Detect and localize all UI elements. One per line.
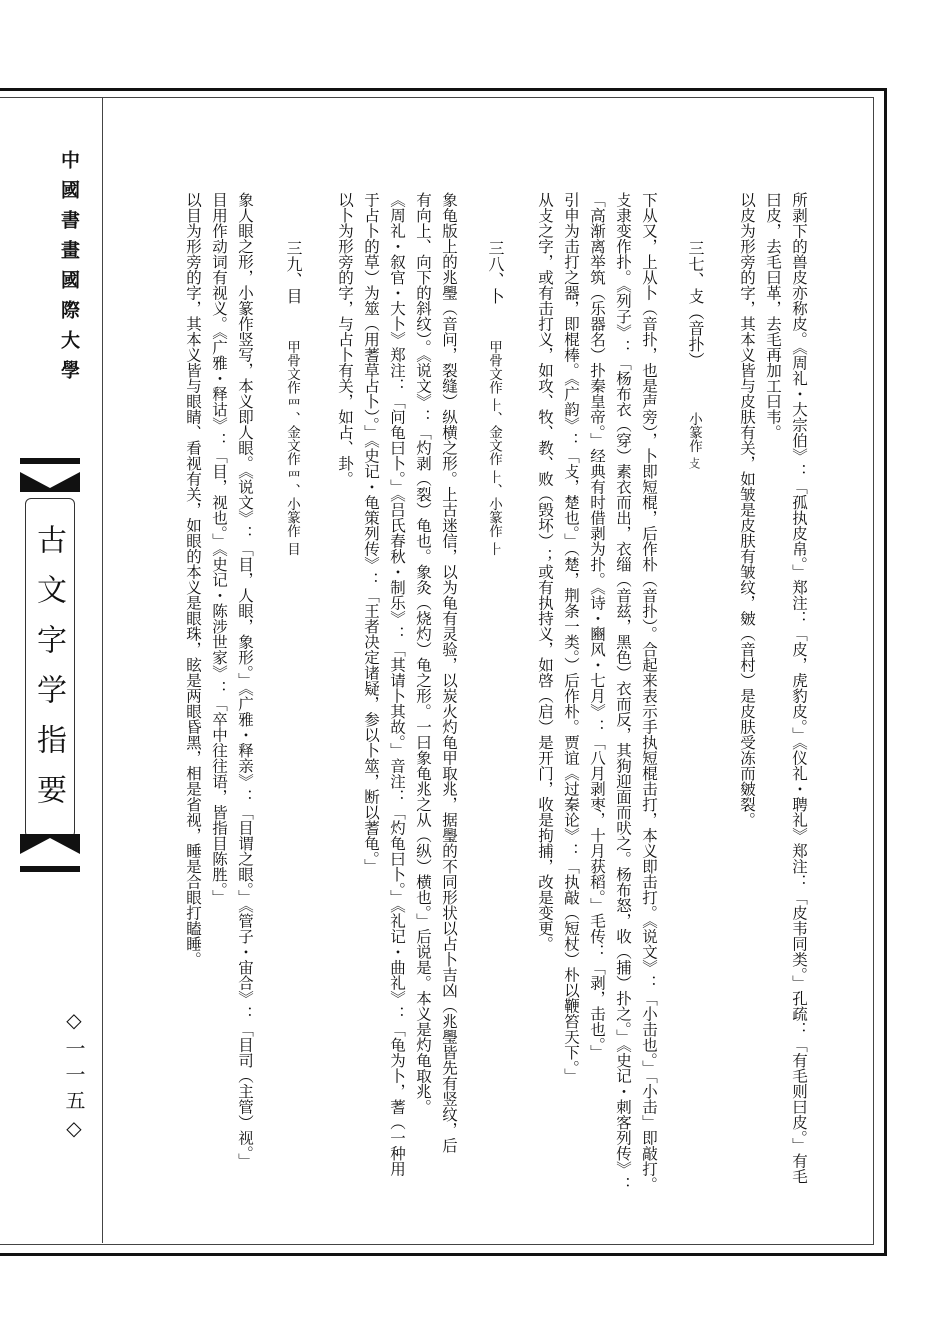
entry-heading-37: 三七、攴（音扑） bbox=[686, 240, 705, 368]
cartouche-bottom-bar bbox=[20, 866, 80, 872]
text-column: 有向上、向下的斜纹）。《说文》：「灼剥（裂）龟也。象灸（烧灼）龟之形。一曰象龟兆之从（纵）横也。」后说是。本义是灼龟取兆。 bbox=[414, 192, 432, 1115]
text-column: 「高渐离举筑（乐器名）扑秦皇帝。」经典有时借剥为扑。《诗・豳风・七月》：「八月剥枣，十月获稻。」毛传：「剥，击也。」 bbox=[588, 192, 606, 1060]
cartouche-top-bar bbox=[20, 458, 80, 464]
text-column: 从攴之字，或有击打义，如攻、牧、教、败（毁坏）；或有执持义，如啓（启）是开门，收是拘捕，改是变更。 bbox=[536, 192, 554, 952]
entry-heading-39: 三九、目 bbox=[284, 240, 303, 304]
text-column: 以皮为形旁的字，其本义皆与皮肤有关，如皱是皮肤有皱纹，皴（音村）是皮肤受冻而皴裂。 bbox=[738, 192, 756, 828]
text-column: 以卜为形旁的字，与占卜有关，如占、卦。 bbox=[336, 192, 354, 487]
publisher-name: 中國書畫國際大學 bbox=[58, 150, 80, 390]
entry-heading-38: 三八、卜 bbox=[486, 240, 505, 304]
text-column: 曰皮，去毛曰革，去毛再加工曰韦。 bbox=[764, 192, 782, 440]
text-column: 象龟版上的兆璺（音问，裂缝）纵横之形。上古迷信，以为龟有灵验，以炭火灼龟甲取兆，据璺的不同形状以占卜吉凶（兆璺皆先有竖纹，后 bbox=[440, 192, 458, 1153]
entry-forms-38: 甲骨文作 ⺊、金文作 ⺊、小篆作 ⺊ bbox=[486, 340, 502, 556]
entry-forms-37 bbox=[684, 412, 704, 469]
seal-script-glyph-icon: 攴 bbox=[687, 456, 701, 469]
cartouche-bottom-ornament bbox=[20, 834, 80, 858]
book-title: 古文字学指要 bbox=[31, 524, 66, 824]
text-column: 以目为形旁的字，其本义皆与眼睛、看视有关，如眼的本义是眼珠，眩是两眼昏黑，相是省视，睡是合眼打瞌睡。 bbox=[184, 192, 202, 967]
text-column: 引申为击打之器，即棍棒。《广韵》：「攴，楚也。」（楚，荆条一类。）后作朴。贾谊《过秦论》：「执敲（短杖）朴以鞭笞天下。」 bbox=[562, 192, 580, 1084]
text-column: 于占卜的草）为筮（用蓍草占卜）。」《史记・龟策列传》：「王者决定诸疑，参以卜筮，断以蓍龟。」 bbox=[362, 192, 380, 874]
text-column: 《周礼・叙官・大卜》郑注：「问龟曰卜。」《吕氏春秋・制乐》：「其请卜其故。」音注：「灼龟曰卜。」《礼记・曲礼》：「龟为卜，蓍（一种用 bbox=[388, 192, 406, 1177]
margin-divider bbox=[102, 97, 103, 1243]
page-number: ◇一一五◇ bbox=[62, 1008, 86, 1146]
entry-forms-39: 甲骨文作 ⺫、金文作 ⺫、小篆作 目 bbox=[284, 340, 300, 556]
text-column: 目用作动词有视义。《广雅・释诂》：「目，视也。」《史记・陈涉世家》：「卒中往往语，皆指目陈胜。」 bbox=[210, 192, 228, 905]
text-column: 下从又，上从卜（音扑，也是声旁），卜即短棍，后作朴（音扑）。合起来表示手执短棍击打，本义即击打。《说文》：「小击也。」「小击」即敲打。 bbox=[640, 192, 658, 1192]
forms-label: 小篆作 bbox=[686, 412, 702, 453]
cartouche-top-ornament bbox=[20, 468, 80, 492]
book-title-cartouche bbox=[20, 458, 80, 876]
text-column: 所剥下的兽皮亦称皮。《周礼・大宗伯》：「孤执皮帛。」郑注：「皮，虎豹皮。」《仪礼・聘礼》郑注：「皮韦同类。」孔疏：「有毛则曰皮。」有毛 bbox=[790, 192, 808, 1184]
text-column: 攴隶变作扑。《列子》：「杨布衣（穿）素衣而出，衣缁（音兹，黑色）衣而反，其狗迎面而吠之。杨布怒，收（捕）扑之。」《史记・刺客列传》： bbox=[614, 192, 632, 1192]
text-column: 象人眼之形，小篆作竖写，本义即人眼。《说文》：「目，人眼，象形。」《广雅・释亲》：「目谓之眼。」《管子・宙合》：「目司（主管）视。」 bbox=[236, 192, 254, 1169]
